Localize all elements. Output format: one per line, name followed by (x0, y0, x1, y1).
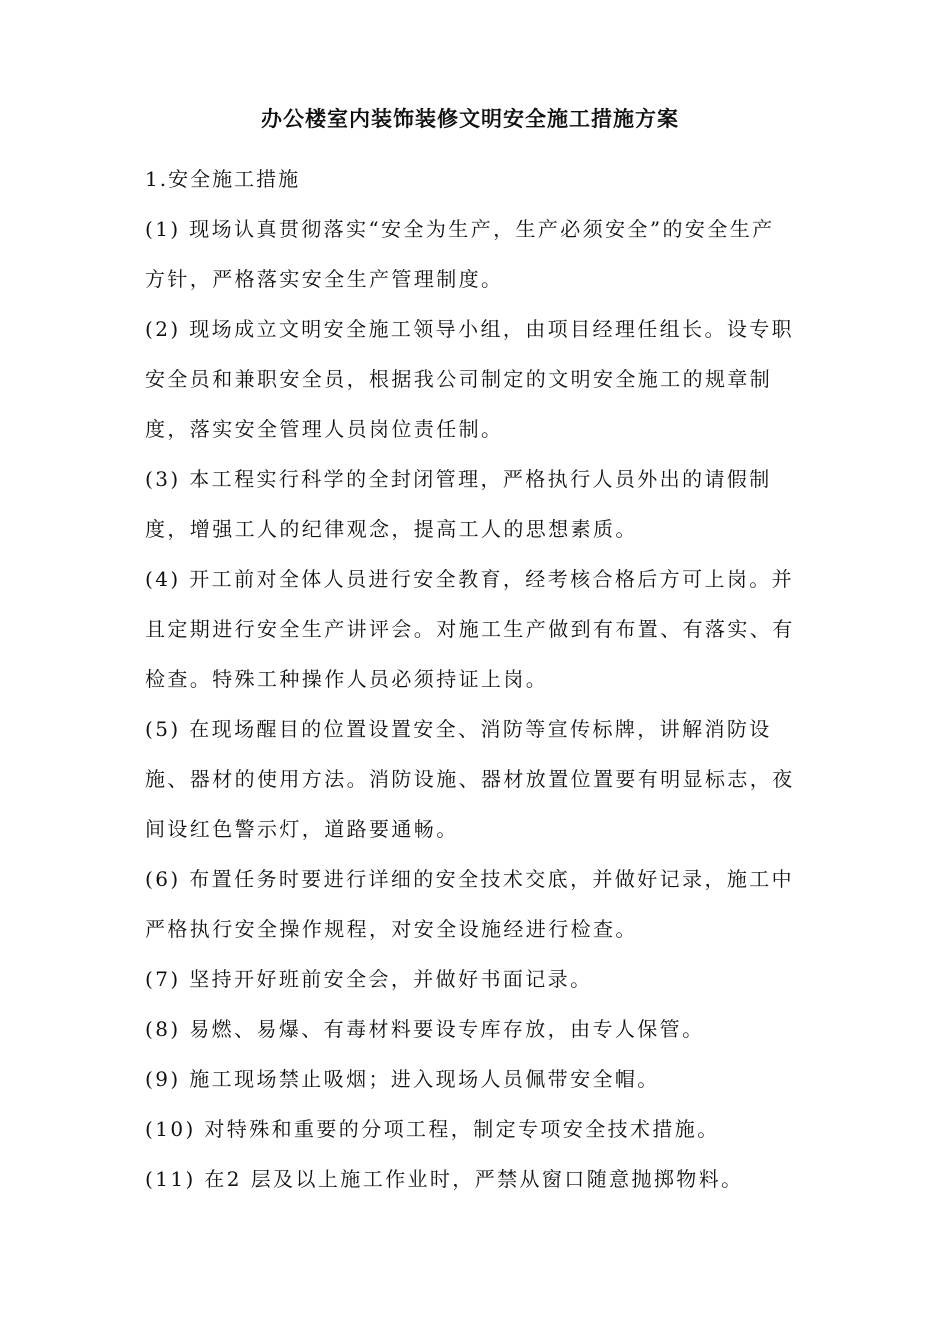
body-line: (8) 易燃、易爆、有毒材料要设专库存放，由专人保管。 (145, 1017, 705, 1041)
document-body (145, 154, 805, 1204)
body-line: (4) 开工前对全体人员进行安全教育，经考核合格后方可上岗。并 (145, 567, 795, 591)
body-line: (6) 布置任务时要进行详细的安全技术交底，并做好记录，施工中 (145, 867, 795, 891)
body-line: (7) 坚持开好班前安全会，并做好书面记录。 (145, 967, 593, 991)
body-line: 施、器材的使用方法。消防设施、器材放置位置要有明显标志，夜 (145, 767, 795, 791)
body-line: 检查。特殊工种操作人员必须持证上岗。 (145, 667, 549, 691)
body-line: (3) 本工程实行科学的全封闭管理，严格执行人员外出的请假制 (145, 467, 772, 491)
body-line: 度，增强工人的纪律观念，提高工人的思想素质。 (145, 517, 638, 541)
body-line: 度，落实安全管理人员岗位责任制。 (145, 417, 504, 441)
body-line: (10) 对特殊和重要的分项工程，制定专项安全技术措施。 (145, 1117, 720, 1141)
body-line: 方针，严格落实安全生产管理制度。 (145, 267, 504, 291)
document-title: 办公楼室内装饰装修文明安全施工措施方案 (261, 106, 679, 131)
body-line: 间设红色警示灯，道路要通畅。 (145, 817, 459, 841)
body-line: 安全员和兼职安全员，根据我公司制定的文明安全施工的规章制 (145, 367, 773, 391)
body-line: (9) 施工现场禁止吸烟；进入现场人员佩带安全帽。 (145, 1067, 660, 1091)
body-line: 且定期进行安全生产讲评会。对施工生产做到有布置、有落实、有 (145, 617, 795, 641)
section-heading: 1.安全施工措施 (145, 167, 301, 191)
body-line: (5) 在现场醒目的位置设置安全、消防等宣传标牌，讲解消防设 (145, 717, 772, 741)
body-line: (2) 现场成立文明安全施工领导小组，由项目经理任组长。设专职 (145, 317, 795, 341)
body-line: (11) 在2 层及以上施工作业时，严禁从窗口随意抛掷物料。 (145, 1167, 744, 1191)
body-line: 严格执行安全操作规程，对安全设施经进行检查。 (145, 917, 638, 941)
body-line: (1) 现场认真贯彻落实“安全为生产，生产必须安全”的安全生产 (145, 217, 775, 241)
